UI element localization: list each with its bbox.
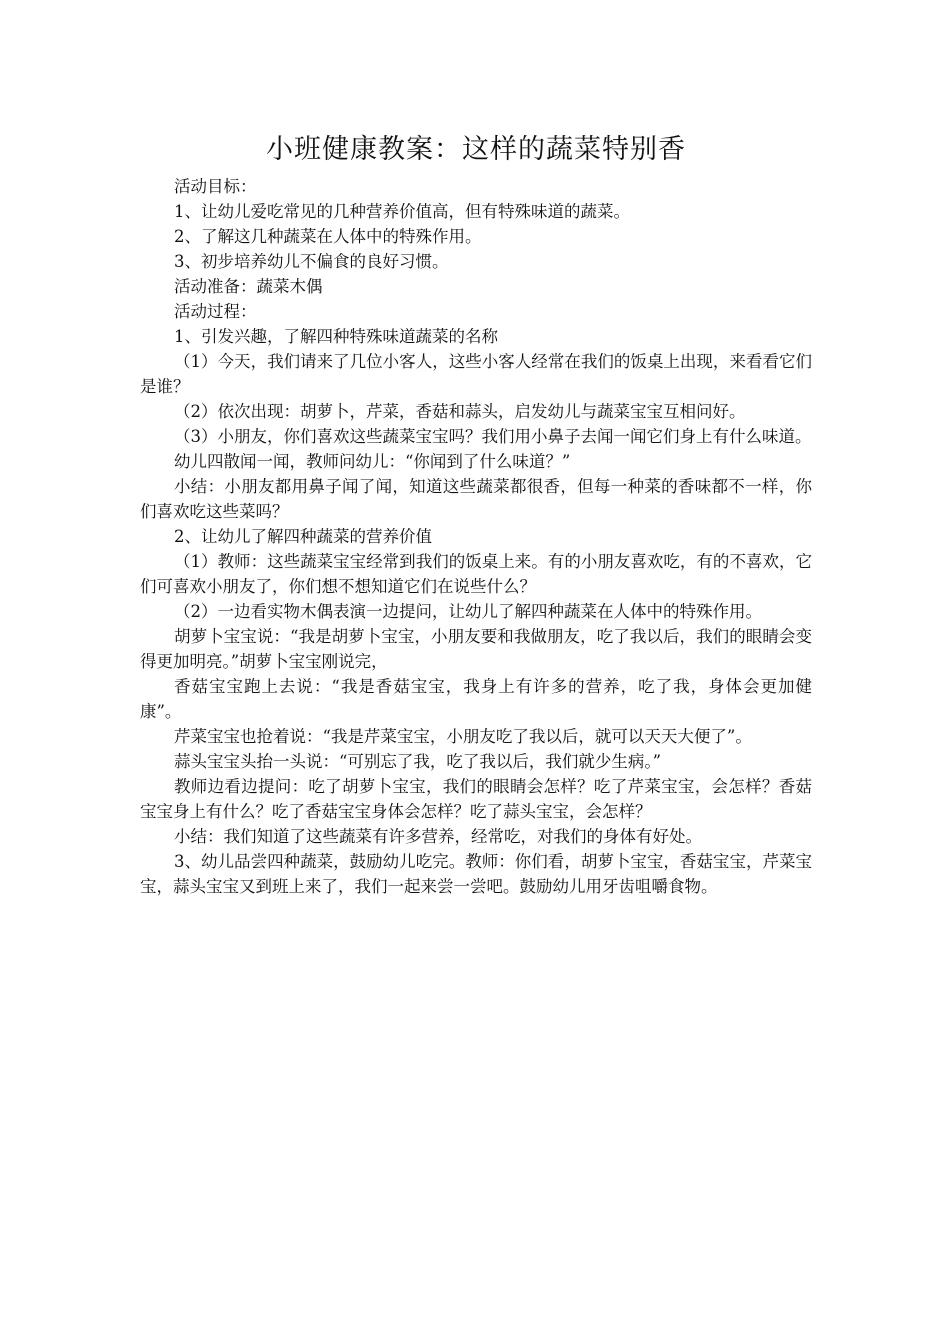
paragraph-objective-1: 1、让幼儿爱吃常见的几种营养价值高，但有特殊味道的蔬菜。 — [174, 202, 630, 221]
paragraph-step-2-1: （1）教师：这些蔬菜宝宝经常到我们的饭桌上来。有的小朋友喜欢吃，有的不喜欢，它们可喜欢小朋友了，你们想不想知道它们在说些什么？ — [140, 552, 812, 596]
paragraph-process-heading: 活动过程： — [174, 302, 257, 321]
paragraph-step-2: 2、让幼儿了解四种蔬菜的营养价值 — [174, 527, 432, 546]
paragraph-celery: 芹菜宝宝也抢着说：“我是芹菜宝宝，小朋友吃了我以后，就可以天天大便了”。 — [174, 727, 752, 746]
paragraph-garlic: 蒜头宝宝头抬一头说：“可别忘了我，吃了我以后，我们就少生病。” — [174, 752, 662, 771]
document-title: 小班健康教案：这样的蔬菜特别香 — [266, 134, 686, 165]
paragraph-summary-1: 小结：小朋友都用鼻子闻了闻，知道这些蔬菜都很香，但每一种菜的香味都不一样，你们喜欢吃这些菜吗？ — [140, 477, 812, 521]
paragraph-step-1: 1、引发兴趣，了解四种特殊味道蔬菜的名称 — [174, 327, 498, 346]
paragraph-step-1-1: （1）今天，我们请来了几位小客人，这些小客人经常在我们的饭桌上出现，来看看它们是谁？ — [140, 352, 812, 396]
paragraph-objective-3: 3、初步培养幼儿不偏食的良好习惯。 — [174, 252, 449, 271]
paragraph-teacher-questions: 教师边看边提问：吃了胡萝卜宝宝，我们的眼睛会怎样？吃了芹菜宝宝，会怎样？香菇宝宝身上有什么？吃了香菇宝宝身体会怎样？吃了蒜头宝宝，会怎样？ — [140, 777, 812, 821]
paragraph-step-1-2: （2）依次出现：胡萝卜，芹菜，香菇和蒜头，启发幼儿与蔬菜宝宝互相问好。 — [174, 402, 746, 421]
paragraph-carrot: 胡萝卜宝宝说：“我是胡萝卜宝宝，小朋友要和我做朋友，吃了我以后，我们的眼睛会变得更加明亮。”胡萝卜宝宝刚说完， — [140, 627, 812, 671]
paragraph-step-3: 3、幼儿品尝四种蔬菜，鼓励幼儿吃完。教师：你们看，胡萝卜宝宝，香菇宝宝，芹菜宝宝，蒜头宝宝又到班上来了，我们一起来尝一尝吧。鼓励幼儿用牙齿咀嚼食物。 — [140, 852, 812, 896]
paragraph-step-1-3: （3）小朋友，你们喜欢这些蔬菜宝宝吗？我们用小鼻子去闻一闻它们身上有什么味道。 — [174, 427, 812, 446]
paragraph-step-2-2: （2）一边看实物木偶表演一边提问，让幼儿了解四种蔬菜在人体中的特殊作用。 — [174, 602, 762, 621]
paragraph-mushroom: 香菇宝宝跑上去说：“我是香菇宝宝，我身上有许多的营养，吃了我，身体会更加健康”。 — [140, 677, 812, 721]
document-body — [140, 174, 812, 899]
paragraph-smell: 幼儿四散闻一闻，教师问幼儿：“你闻到了什么味道？” — [174, 452, 571, 471]
paragraph-objective-2: 2、了解这几种蔬菜在人体中的特殊作用。 — [174, 227, 482, 246]
paragraph-preparation: 活动准备：蔬菜木偶 — [174, 277, 323, 296]
paragraph-summary-2: 小结：我们知道了这些蔬菜有许多营养，经常吃，对我们的身体有好处。 — [174, 827, 702, 846]
paragraph-objectives-heading: 活动目标： — [174, 177, 257, 196]
